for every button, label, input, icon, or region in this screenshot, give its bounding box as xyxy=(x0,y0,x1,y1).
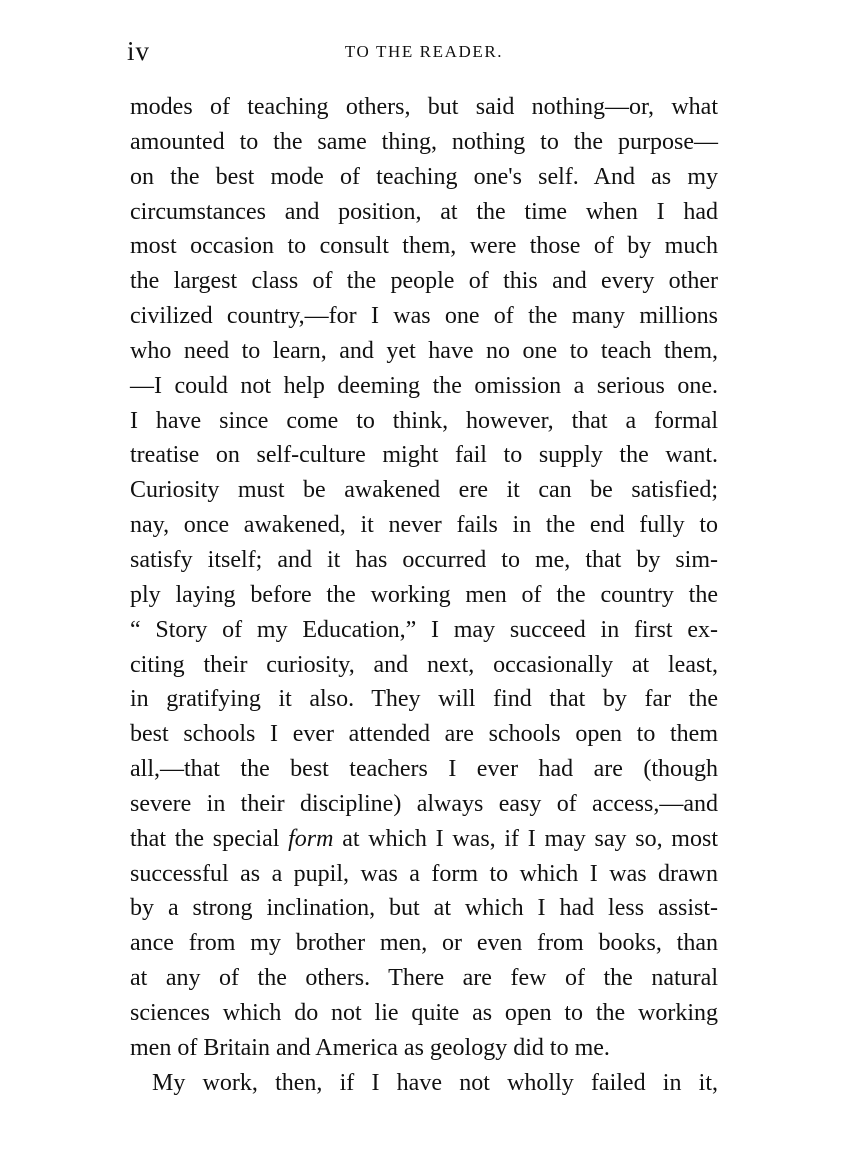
italic-word: form xyxy=(288,825,334,852)
text-line: who need to learn, and yet have no one to teach them, xyxy=(130,337,718,364)
running-head: TO THE READER. xyxy=(344,42,504,61)
text-line: ance from my brother men, or even from books, than xyxy=(130,930,718,957)
text-line: the largest class of the people of this and every other xyxy=(130,268,718,295)
text-line: at any of the others. There are few of the natural xyxy=(130,965,718,992)
text-line: Curiosity must be awakened ere it can be satisfied; xyxy=(130,477,718,504)
text-line: modes of teaching others, but said nothing—or, what xyxy=(130,94,718,120)
text-line: circumstances and position, at the time when I had xyxy=(130,198,718,225)
text-line: I have since come to think, however, that a formal xyxy=(130,407,718,434)
text-line: —I could not help deeming the omission a serious one. xyxy=(130,372,718,399)
text-fragment: at which I was, if I may say so, most xyxy=(333,825,718,852)
text-line: “ Story of my Education,” I may succeed in first ex- xyxy=(130,616,718,643)
paragraph-start-line: My work, then, if I have not wholly failed in it, xyxy=(152,1069,718,1096)
text-line: amounted to the same thing, nothing to the purpose— xyxy=(130,128,718,155)
text-line: best schools I ever attended are schools open to them xyxy=(130,721,718,748)
text-fragment: that the special xyxy=(130,825,289,852)
page-header xyxy=(129,36,719,66)
text-line: civilized country,—for I was one of the many millions xyxy=(130,303,718,330)
text-line: successful as a pupil, was a form to which I was drawn xyxy=(130,860,718,887)
text-line: all,—that the best teachers I ever had are (though xyxy=(130,756,718,783)
text-line: on the best mode of teaching one's self. And as my xyxy=(130,163,718,190)
text-line: ply laying before the working men of the country the xyxy=(130,581,718,608)
text-line: most occasion to consult them, were those of by much xyxy=(130,233,718,260)
body-text xyxy=(130,90,718,1100)
page-number: iv xyxy=(127,36,151,66)
text-line: treatise on self-culture might fail to supply the want. xyxy=(130,442,718,469)
text-line: citing their curiosity, and next, occasionally at least, xyxy=(130,651,718,678)
text-line: nay, once awakened, it never fails in the end fully to xyxy=(130,512,718,539)
text-line: sciences which do not lie quite as open to the working xyxy=(130,999,718,1026)
text-line-with-italic xyxy=(130,822,718,857)
text-line: satisfy itself; and it has occurred to me, that by sim- xyxy=(130,546,718,573)
text-line: by a strong inclination, but at which I had less assist- xyxy=(130,895,718,922)
text-line: severe in their discipline) always easy of access,—and xyxy=(130,790,718,817)
paragraph-end-line: men of Britain and America as geology did to me. xyxy=(130,1034,610,1061)
text-line: in gratifying it also. They will find that by far the xyxy=(130,686,718,713)
